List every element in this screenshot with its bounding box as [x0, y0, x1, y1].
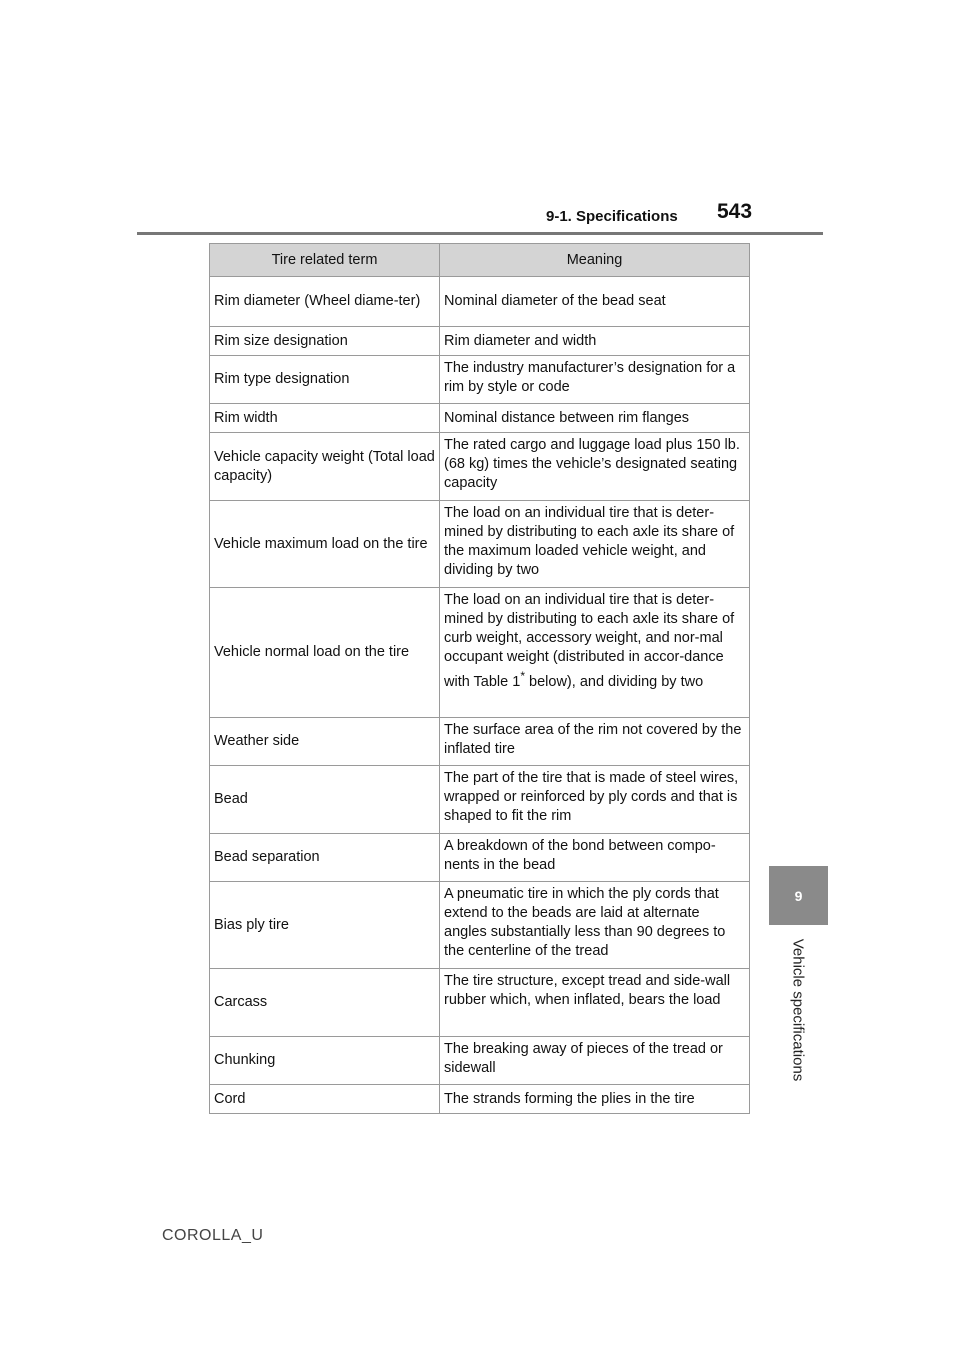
- meaning-cell: The surface area of the rim not covered by the inflated tire: [440, 718, 750, 766]
- chapter-tab: 9: [769, 866, 828, 925]
- term-cell: Rim size designation: [210, 327, 440, 356]
- meaning-cell: Nominal diameter of the bead seat: [440, 277, 750, 327]
- meaning-cell: A pneumatic tire in which the ply cords that extend to the beads are laid at alternate angles substantially less than 90 degrees to the centerline of the tread: [440, 882, 750, 969]
- table-header-row: [210, 244, 750, 277]
- term-cell: Bead: [210, 766, 440, 834]
- meaning-cell: The part of the tire that is made of steel wires, wrapped or reinforced by ply cords and that is shaped to fit the rim: [440, 766, 750, 834]
- footer-model: COROLLA_U: [162, 1227, 264, 1244]
- column-header-meaning: Meaning: [440, 244, 750, 277]
- section-title: 9-1. Specifications: [546, 208, 678, 225]
- term-cell: Rim width: [210, 404, 440, 433]
- term-cell: Cord: [210, 1085, 440, 1114]
- footnote-marker: *: [520, 669, 526, 683]
- term-cell: Vehicle capacity weight (Total load capacity): [210, 433, 440, 501]
- meaning-cell: The rated cargo and luggage load plus 150 lb. (68 kg) times the vehicle’s designated seating capacity: [440, 433, 750, 501]
- meaning-cell: [440, 588, 750, 718]
- page-number: 543: [717, 200, 753, 223]
- table-row: [210, 1085, 750, 1114]
- column-header-term: Tire related term: [210, 244, 440, 277]
- meaning-cell: The load on an individual tire that is deter-mined by distributing to each axle its share of the maximum loaded vehicle weight, and dividing by two: [440, 501, 750, 588]
- table-row: [210, 1037, 750, 1085]
- meaning-cell: The strands forming the plies in the tire: [440, 1085, 750, 1114]
- term-cell: Bead separation: [210, 834, 440, 882]
- table-row: [210, 834, 750, 882]
- chapter-label: Vehicle specifications: [789, 938, 807, 1082]
- meaning-cell: The breaking away of pieces of the tread or sidewall: [440, 1037, 750, 1085]
- table-row: [210, 404, 750, 433]
- meaning-text: The load on an individual tire that is deter-mined by distributing to each axle its share of curb weight, accessory weight, and nor-mal occupant weight (distributed in accor-dance with Table 1: [444, 592, 735, 690]
- term-cell: Chunking: [210, 1037, 440, 1085]
- meaning-cell: Nominal distance between rim flanges: [440, 404, 750, 433]
- meaning-text-tail: below), and dividing by two: [525, 673, 704, 690]
- table-row: [210, 277, 750, 327]
- meaning-cell: A breakdown of the bond between compo-nents in the bead: [440, 834, 750, 882]
- header-rule: [137, 232, 823, 235]
- term-cell: Carcass: [210, 969, 440, 1037]
- term-cell: Rim type designation: [210, 356, 440, 404]
- tire-terms-table: [209, 243, 750, 1114]
- meaning-cell: The industry manufacturer’s designation for a rim by style or code: [440, 356, 750, 404]
- meaning-cell: Rim diameter and width: [440, 327, 750, 356]
- term-cell: Rim diameter (Wheel diame-ter): [210, 277, 440, 327]
- meaning-cell: The tire structure, except tread and side-wall rubber which, when inflated, bears the load: [440, 969, 750, 1037]
- table-row: [210, 969, 750, 1037]
- term-cell: Vehicle normal load on the tire: [210, 588, 440, 718]
- table-row: [210, 588, 750, 718]
- table-row: [210, 501, 750, 588]
- table-row: [210, 882, 750, 969]
- table-row: [210, 766, 750, 834]
- table-row: [210, 356, 750, 404]
- term-cell: Weather side: [210, 718, 440, 766]
- table-row: [210, 433, 750, 501]
- term-cell: Vehicle maximum load on the tire: [210, 501, 440, 588]
- table-row: [210, 327, 750, 356]
- table-row: [210, 718, 750, 766]
- term-cell: Bias ply tire: [210, 882, 440, 969]
